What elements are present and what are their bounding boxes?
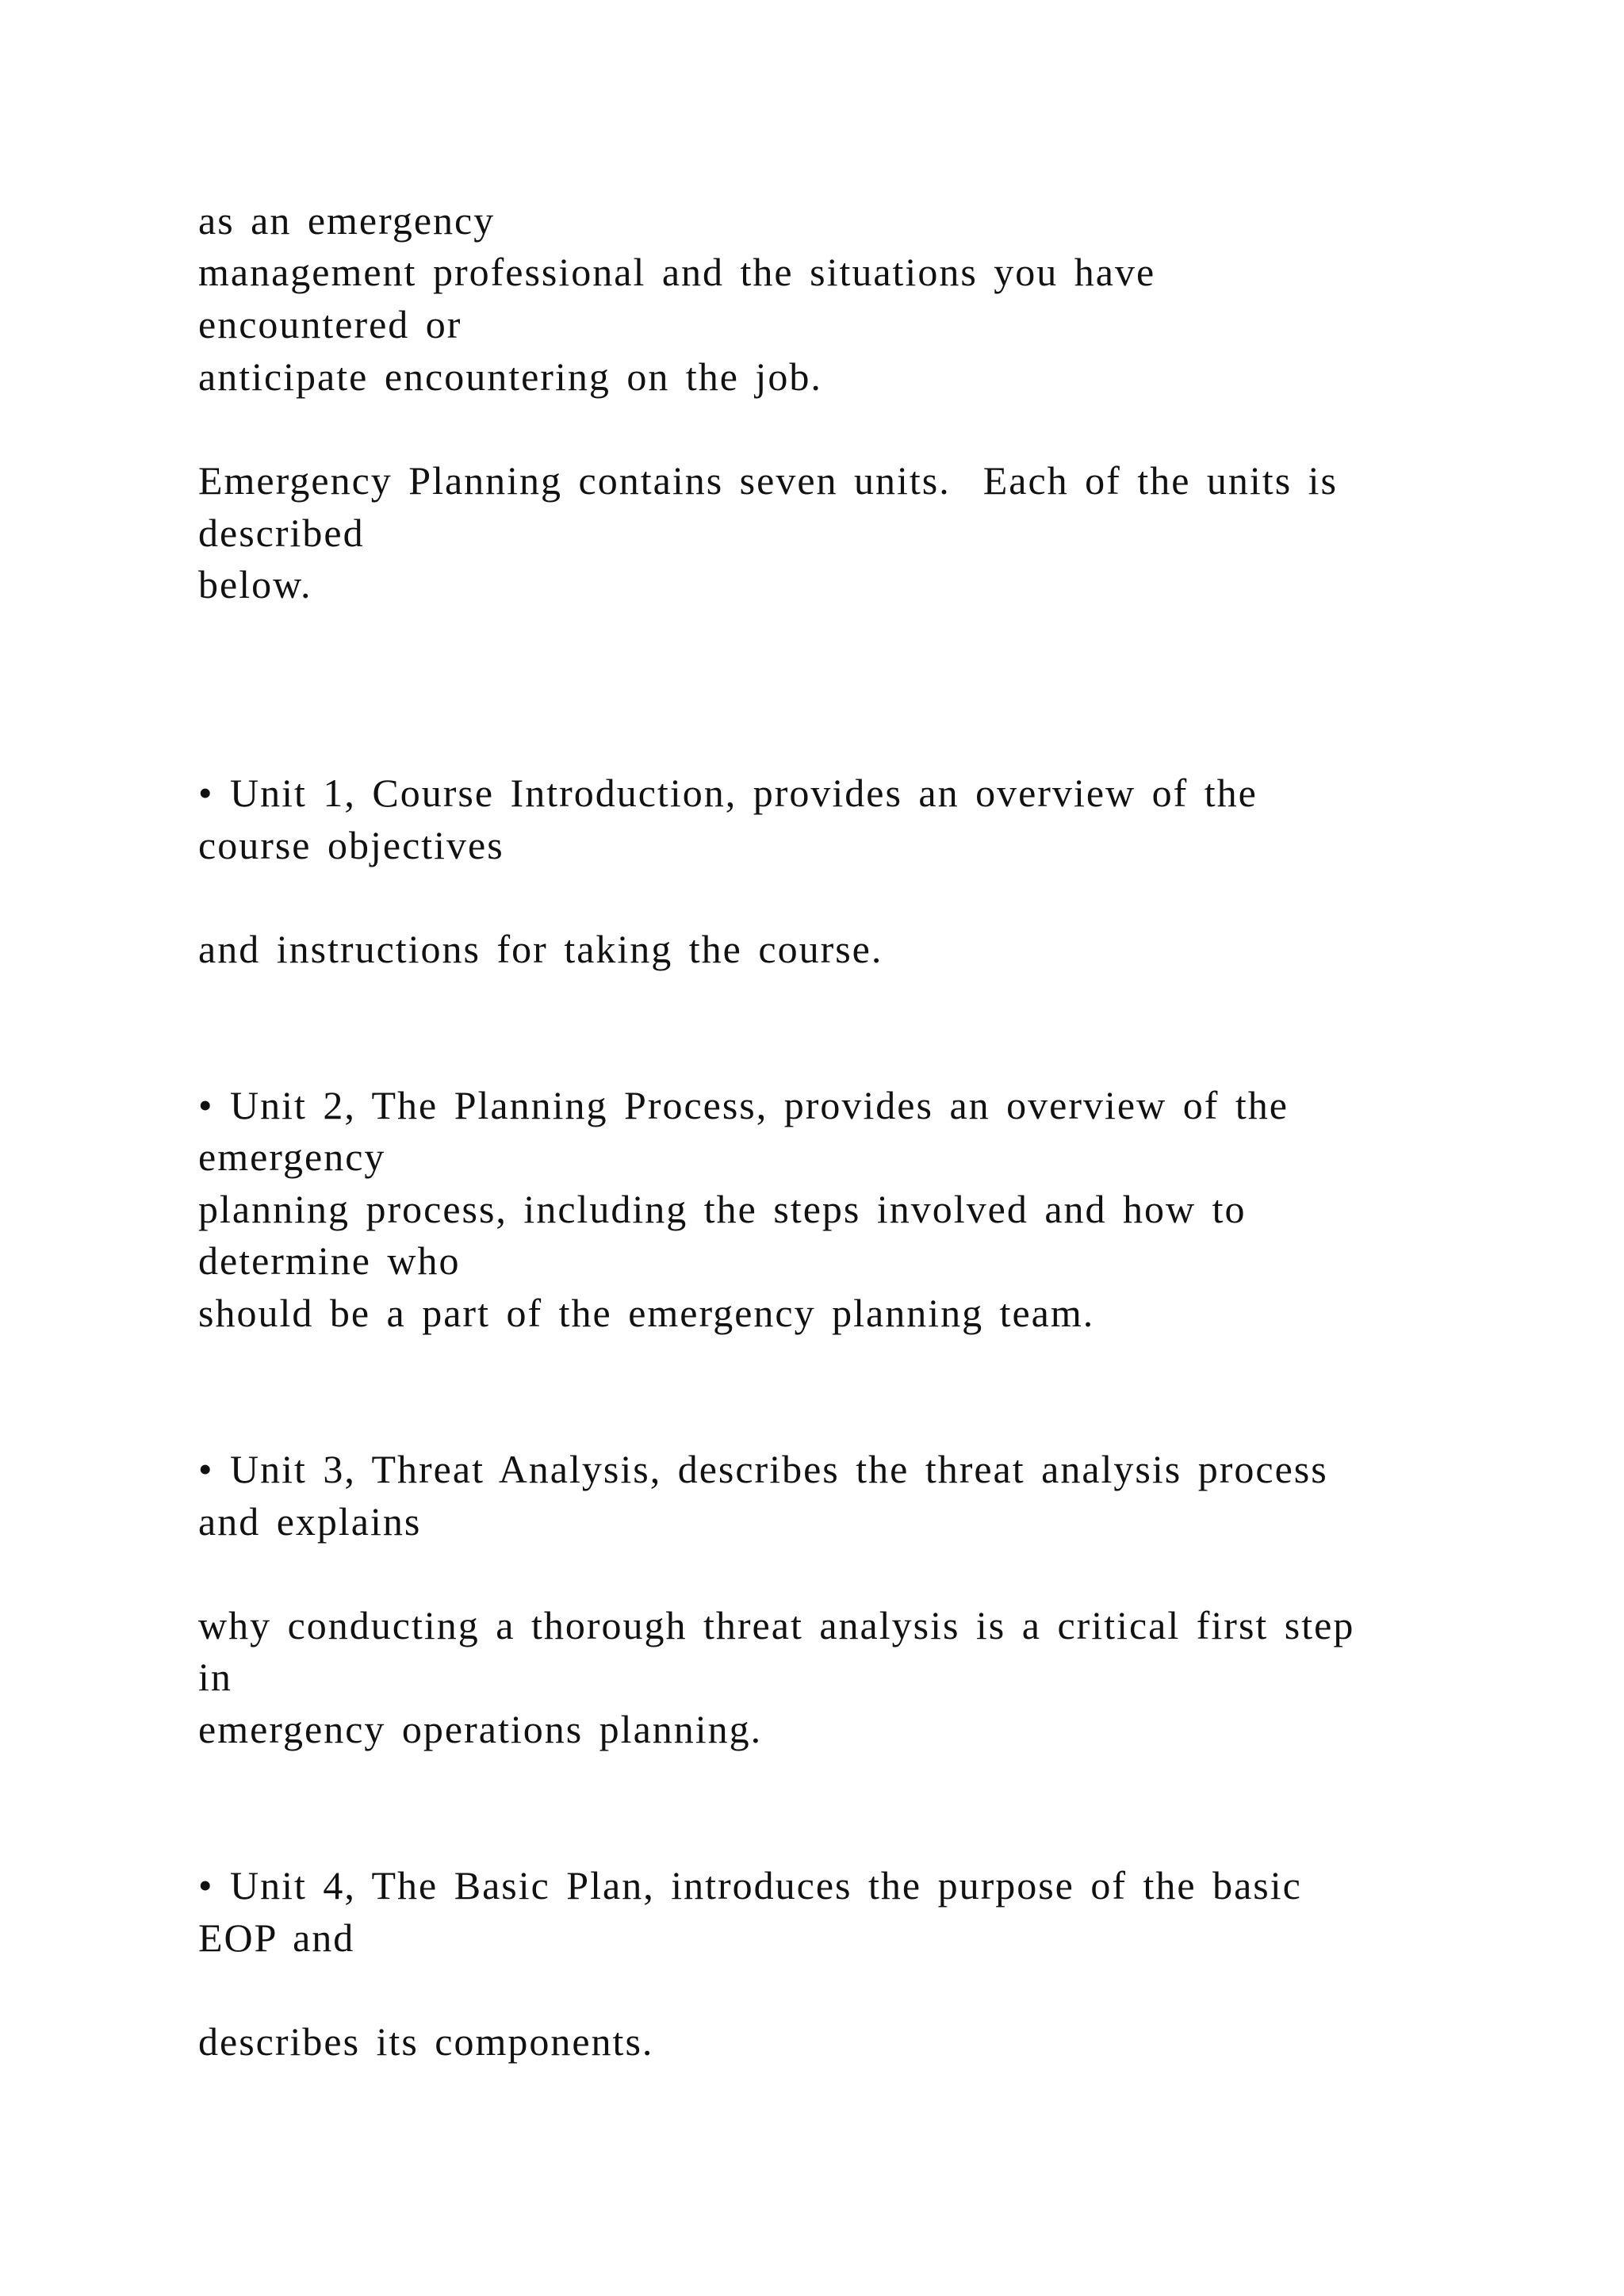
text-line: Emergency Planning contains seven units. Each of the units is bbox=[198, 458, 1339, 503]
list-item-text: course objectives bbox=[198, 823, 504, 867]
text-line: emergency operations planning. bbox=[198, 1707, 763, 1751]
text-line: below. bbox=[198, 562, 312, 607]
list-item-text: • Unit 3, Threat Analysis, describes the threat analysis process bbox=[198, 1447, 1328, 1491]
text-line: why conducting a thorough threat analysis is a critical first step bbox=[198, 1603, 1355, 1647]
text-line: management professional and the situations you have bbox=[198, 250, 1156, 294]
text-line: as an emergency bbox=[198, 198, 496, 243]
text-line: should be a part of the emergency planning team. bbox=[198, 1291, 1095, 1335]
text-line: anticipate encountering on the job. bbox=[198, 354, 822, 399]
text-line: and instructions for taking the course. bbox=[198, 927, 883, 971]
text-line: determine who bbox=[198, 1238, 461, 1283]
text-line: planning process, including the steps involved and how to bbox=[198, 1187, 1247, 1231]
list-item-text: • Unit 4, The Basic Plan, introduces the purpose of the basic bbox=[198, 1863, 1302, 1908]
list-item-text: • Unit 1, Course Introduction, provides an overview of the bbox=[198, 771, 1258, 815]
list-item-text: • Unit 2, The Planning Process, provides an overview of the bbox=[198, 1083, 1289, 1127]
list-item-text: EOP and bbox=[198, 1915, 355, 1960]
list-item-text: and explains bbox=[198, 1499, 422, 1544]
text-line: describes its components. bbox=[198, 2019, 654, 2064]
text-line: described bbox=[198, 511, 365, 555]
list-item-text: emergency bbox=[198, 1135, 386, 1179]
text-line: encountered or bbox=[198, 302, 462, 346]
text-line: in bbox=[198, 1655, 232, 1699]
